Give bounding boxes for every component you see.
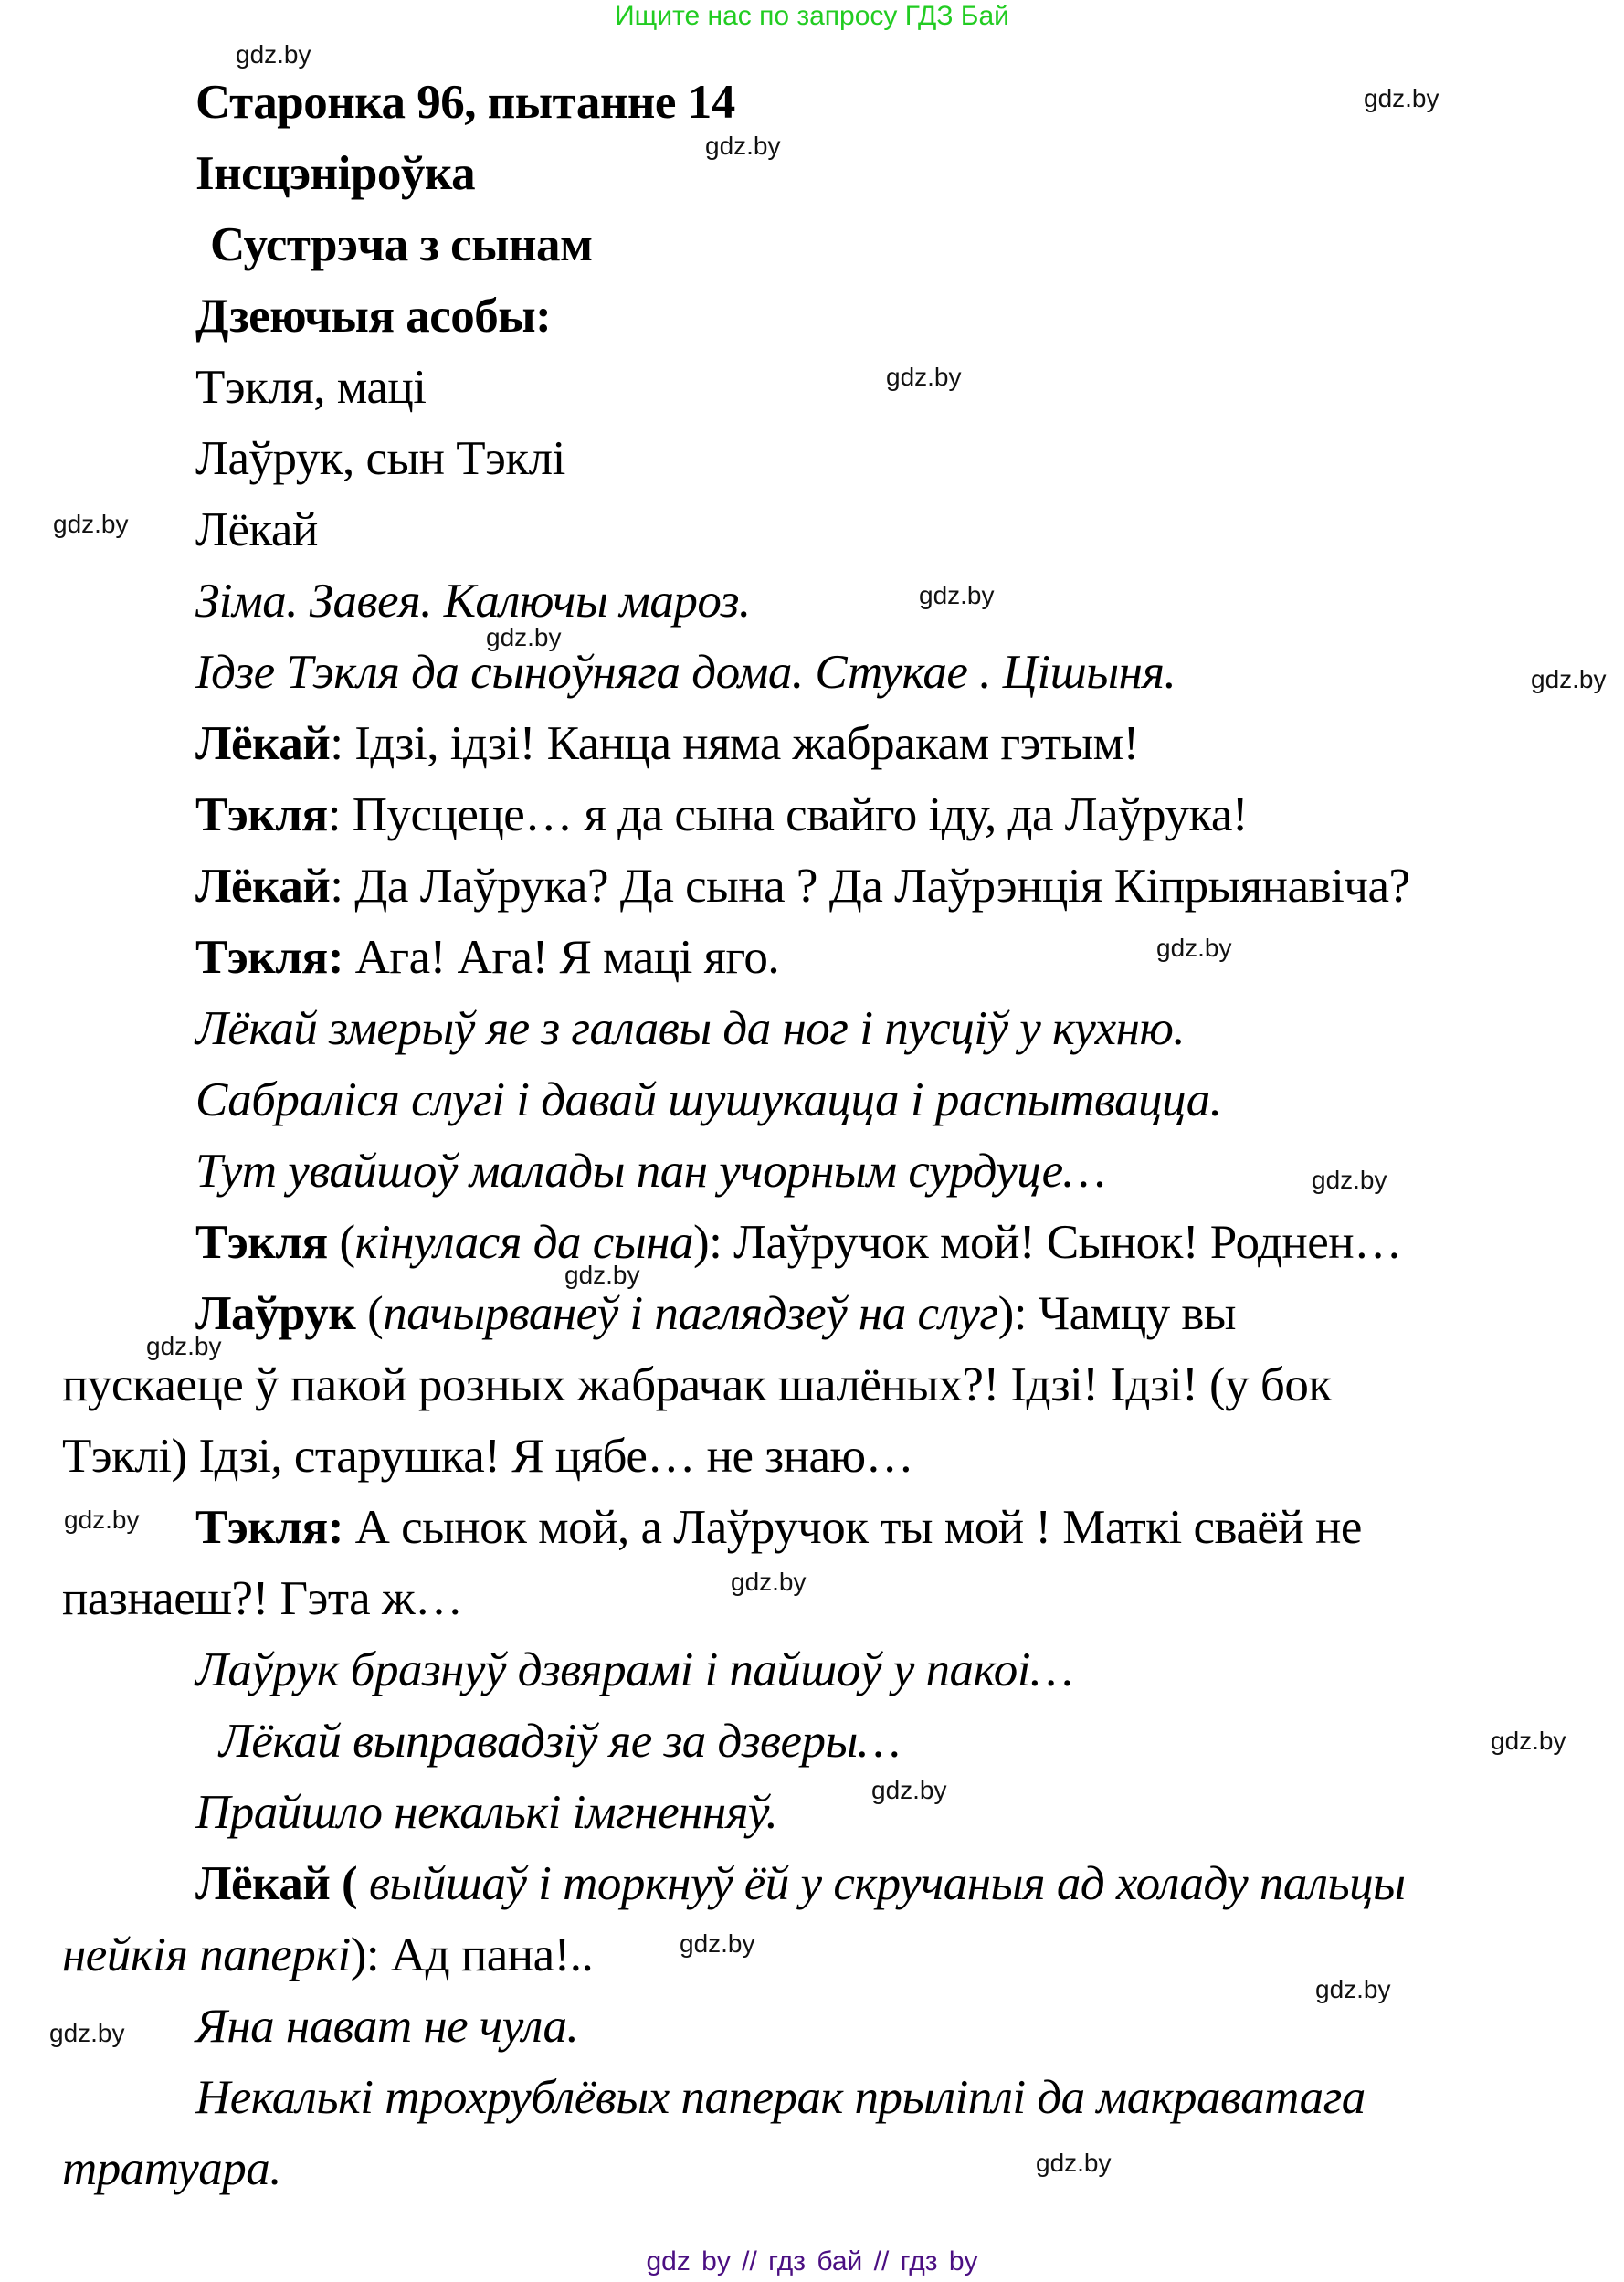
continuation-line: пазнаеш?! Гэта ж…	[62, 1572, 463, 1625]
continuation-line: пускаеце ў пакой розных жабрачак шалёных?! Ідзі! Ідзі! (у бок	[62, 1358, 1332, 1411]
watermark: gdz.by	[871, 1776, 947, 1804]
watermark: gdz.by	[1531, 665, 1607, 693]
watermark: gdz.by	[486, 623, 562, 651]
paren-open: (	[355, 1287, 384, 1340]
separator	[343, 931, 355, 984]
speaker-name: Тэкля	[195, 788, 328, 841]
speaker-name: Лаўрук	[195, 1287, 356, 1340]
stage-direction: Сабраліся слугі і давай шушукацца і распытвацца.	[195, 1073, 1222, 1126]
speech-text: Чамцу вы	[1038, 1287, 1236, 1340]
stage-direction: Ідзе Тэкля да сыноўняга дома. Стукае . Цішыня.	[195, 646, 1176, 699]
continuation-line: Тэклі) Ідзі, старушка! Я цябе… не знаю…	[62, 1430, 914, 1483]
watermark: gdz.by	[1312, 1166, 1387, 1194]
cast-item: Лёкай	[195, 503, 318, 556]
watermark: gdz.by	[1364, 84, 1439, 112]
stage-direction: Прайшло некалькі імгненняў.	[195, 1786, 778, 1839]
watermark: gdz.by	[680, 1929, 755, 1958]
speaker-direction: выйшаў і торкнуў ёй у скручаныя ад холаду пальцы	[368, 1857, 1406, 1910]
dialogue-line	[195, 1500, 1362, 1555]
dialogue-line	[195, 859, 1410, 914]
stage-direction: тратуара.	[62, 2142, 282, 2195]
speaker-direction: нейкія паперкі	[62, 1928, 351, 1981]
watermark: gdz.by	[1156, 934, 1232, 962]
stage-direction: Лаўрук бразнуў дзвярамі і пайшоў у пакоі…	[195, 1643, 1073, 1696]
speech-text: Пусцеце… я да сына свайго іду, да Лаўрука!	[352, 788, 1249, 841]
dialogue-line	[195, 1856, 1406, 1911]
paren-open: (	[327, 1216, 355, 1269]
speaker-name: Лёкай	[195, 860, 331, 913]
cast-item: Тэкля, маці	[195, 361, 427, 414]
stage-direction: Некалькі трохрублёвых паперак прыліплі да макраватага	[195, 2071, 1366, 2124]
search-banner: Ищите нас по запросу ГДЗ Бай	[615, 1, 1009, 31]
dialogue-line	[195, 1215, 1402, 1270]
watermark: gdz.by	[236, 40, 311, 69]
watermark: gdz.by	[49, 2019, 125, 2047]
watermark: gdz.by	[886, 363, 962, 391]
paren-close: ):	[350, 1928, 391, 1981]
watermark: gdz.by	[146, 1332, 222, 1360]
cast-heading: Дзеючыя асобы:	[195, 290, 552, 343]
watermark: gdz.by	[564, 1261, 640, 1289]
play-title: Сустрэча з сынам	[210, 218, 593, 271]
stage-direction: Лёкай выправадзіў яе за дзверы…	[219, 1715, 901, 1768]
speaker-name: Тэкля:	[195, 931, 343, 984]
speech-text: Да Лаўрука? Да сына ? Да Лаўрэнція Кіпрыянавіча?	[354, 860, 1410, 913]
speaker-name: Тэкля:	[195, 1501, 343, 1554]
paren-open: (	[330, 1857, 369, 1910]
speech-text: Лаўручок мой! Сынок! Роднен…	[733, 1216, 1402, 1269]
separator	[343, 1501, 355, 1554]
page-heading: Старонка 96, пытанне 14	[195, 76, 735, 129]
stage-direction: Лёкай змерыў яе з галавы да ног і пусціў у кухню.	[195, 1002, 1186, 1055]
watermark: gdz.by	[1315, 1975, 1391, 2003]
watermark: gdz.by	[1036, 2149, 1112, 2177]
watermark: gdz.by	[53, 510, 129, 538]
speaker-name: Лёкай	[195, 1857, 331, 1910]
speaker-name: Лёкай	[195, 717, 331, 770]
cast-item: Лаўрук, сын Тэклі	[195, 432, 565, 485]
paren-close: ):	[692, 1216, 734, 1269]
speech-text: Ага! Ага! Я маці яго.	[354, 931, 780, 984]
paren-close: ):	[997, 1287, 1039, 1340]
watermark: gdz.by	[731, 1568, 807, 1596]
speaker-direction: пачырванеў і паглядзеў на слуг	[383, 1287, 998, 1340]
watermark: gdz.by	[1491, 1727, 1566, 1755]
footer-links: gdz by // гдз бай // гдз by	[646, 2246, 978, 2277]
stage-direction: Зіма. Завея. Калючы мароз.	[195, 575, 751, 628]
speech-text: Ад пана!..	[390, 1928, 594, 1981]
watermark: gdz.by	[705, 132, 781, 160]
continuation-line	[62, 1928, 593, 1982]
speaker-direction: кінулася да сына	[354, 1216, 693, 1269]
dialogue-line	[195, 1286, 1236, 1341]
stage-direction: Яна нават не чула.	[195, 2000, 579, 2053]
separator: :	[327, 788, 353, 841]
speaker-name: Тэкля	[195, 1216, 328, 1269]
separator: :	[330, 860, 355, 913]
watermark: gdz.by	[64, 1505, 140, 1534]
dialogue-line	[195, 930, 779, 985]
separator: :	[330, 717, 355, 770]
dialogue-line	[195, 787, 1248, 842]
stage-direction: Тут увайшоў малады пан учорным сурдуце…	[195, 1145, 1106, 1198]
speech-text: А сынок мой, а Лаўручок ты мой ! Маткі сваёй не	[354, 1501, 1362, 1554]
watermark: gdz.by	[919, 581, 995, 609]
speech-text: Ідзі, ідзі! Канца няма жабракам гэтым!	[354, 717, 1139, 770]
page-subheading: Інсцэніроўка	[195, 147, 476, 200]
dialogue-line	[195, 716, 1139, 771]
